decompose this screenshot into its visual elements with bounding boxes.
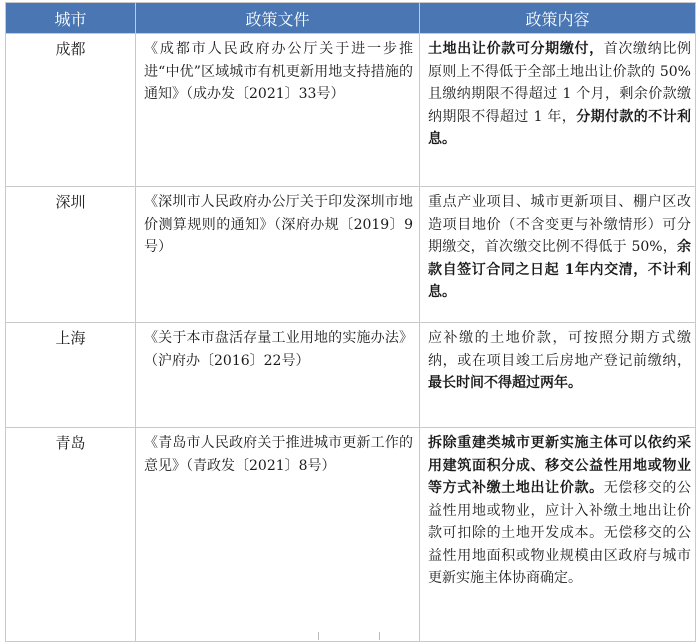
content-segment: 分期付款的不计利息。 bbox=[428, 108, 691, 147]
policy-document-cell: 《深圳市人民政府办公厅关于印发深圳市地价测算规则的通知》（深府办规〔2019〕9号） bbox=[136, 187, 420, 323]
content-segment: 无偿移交的公益性用地或物业，应计入补缴土地出让价款可扣除的土地开发成本。无偿移交的公益性用地面积或物业规模由区政府与城市更新实施主体协商确定。 bbox=[428, 480, 692, 586]
table-row bbox=[6, 323, 696, 428]
table-row bbox=[6, 187, 696, 323]
policy-document-cell: 《关于本市盘活存量工业用地的实施办法》（沪府办〔2016〕22号） bbox=[136, 323, 420, 428]
page-bottom-mark bbox=[318, 632, 380, 640]
policy-document-cell: 《青岛市人民政府关于推进城市更新工作的意见》（青政发〔2021〕8号） bbox=[136, 428, 420, 642]
content-segment: 土地出让价款可分期缴付， bbox=[428, 41, 604, 57]
city-cell: 上海 bbox=[6, 323, 136, 428]
city-cell: 深圳 bbox=[6, 187, 136, 323]
policy-content-cell bbox=[420, 34, 696, 187]
policy-content-cell bbox=[420, 187, 696, 323]
header-policy-document: 政策文件 bbox=[136, 3, 420, 34]
header-policy-content: 政策内容 bbox=[420, 3, 696, 34]
table-row bbox=[6, 428, 696, 642]
policy-content-cell bbox=[420, 323, 696, 428]
city-cell: 青岛 bbox=[6, 428, 136, 642]
header-city: 城市 bbox=[6, 3, 136, 34]
content-segment: 余款自签订合同之日起 1年内交清，不计利息。 bbox=[428, 239, 691, 300]
header-row bbox=[6, 3, 696, 34]
content-segment: 拆除重建类城市更新实施主体可以依约采用建筑面积分成、移交公益性用地或物业等方式补缴土地出让价款。 bbox=[428, 435, 691, 496]
city-cell: 成都 bbox=[6, 34, 136, 187]
content-segment: 重点产业项目、城市更新项目、棚户区改造项目地价（不含变更与补缴情形）可分期缴交，首次缴交比例不得低于 50%， bbox=[428, 194, 691, 255]
table-row bbox=[6, 34, 696, 187]
policy-document-cell: 《成都市人民政府办公厅关于进一步推进“中优”区域城市有机更新用地支持措施的通知》（成办发〔2021〕33号） bbox=[136, 34, 420, 187]
content-segment: 最长时间不得超过两年。 bbox=[428, 375, 582, 391]
policy-content-cell bbox=[420, 428, 696, 642]
content-segment: 首次缴纳比例原则上不得低于全部土地出让价款的 50%且缴纳期限不得超过 1 个月，剩余价款缴纳期限不得超过 1 年， bbox=[428, 41, 692, 125]
policy-table bbox=[5, 2, 696, 642]
content-segment: 应补缴的土地价款，可按照分期方式缴纳，或在项目竣工后房地产登记前缴纳， bbox=[428, 330, 691, 369]
